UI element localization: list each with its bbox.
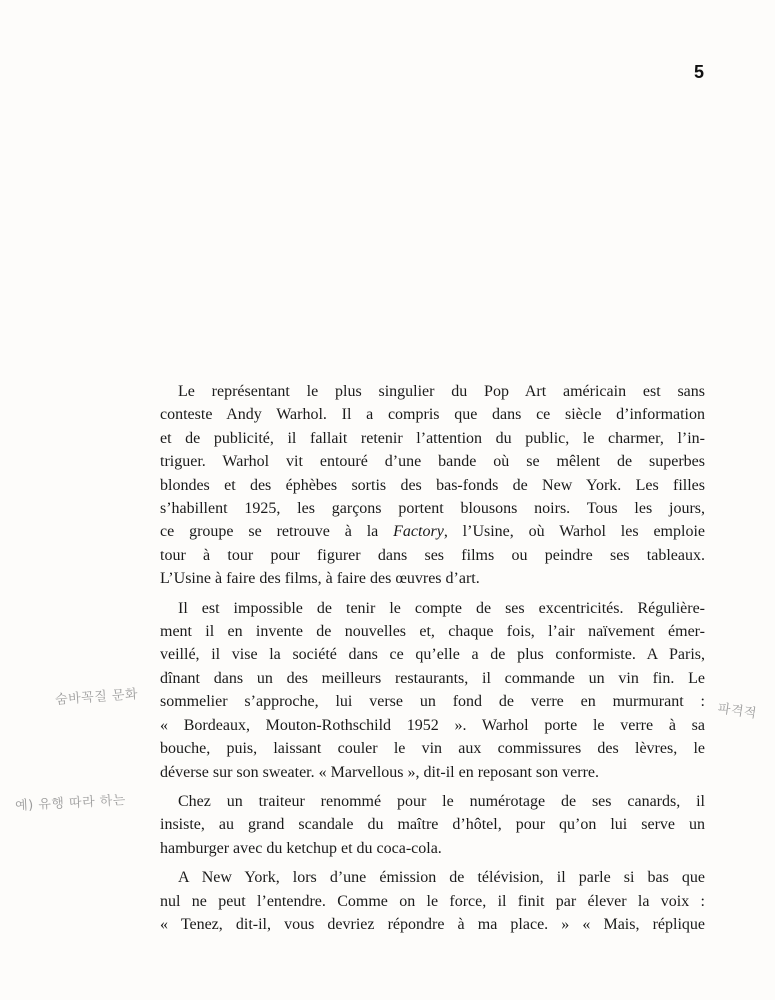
text-line: ce groupe se retrouve à la Factory, l’Usine, où Warhol les emploie [160,523,705,541]
text-line: veillé, il vise la société dans ce qu’elle a de plus conformiste. A Paris, [160,646,705,664]
text-line: « Tenez, dit-il, vous devriez répondre à ma place. » « Mais, réplique [160,915,705,933]
text-line: sommelier s’approche, lui verse un fond de verre en murmurant : [160,693,705,711]
text-line: ment il en invente de nouvelles et, chaque fois, l’air naïvement émer- [160,623,705,641]
text-line: triguer. Warhol vit entouré d’une bande où se mêlent de superbes [160,453,705,471]
text-line: déverse sur son sweater. « Marvellous », dit-il en reposant son verre. [160,763,599,781]
body-text [160,380,705,936]
handwritten-annotation-right-1: 파격적 [716,701,758,722]
page-number: 5 [694,62,705,82]
text-line: Le représentant le plus singulier du Pop Art américain est sans [178,383,705,400]
text-line: et de publicité, il fallait retenir l’attention du public, le charmer, l’in- [160,429,705,447]
text-line: dînant dans un des meilleurs restaurants, il commande un vin fin. Le [160,669,705,687]
text-line: Il est impossible de tenir le compte de ses excentricités. Régulière- [178,599,705,617]
text-line: tour à tour pour figurer dans ses films ou peindre ses tableaux. [160,546,705,564]
text-line: A New York, lors d’une émission de télévision, il parle si bas que [178,869,705,887]
text-line: nul ne peut l’entendre. Comme on le force, il finit par élever la voix : [160,892,705,910]
text-line: « Bordeaux, Mouton-Rothschild 1952 ». Warhol porte le verre à sa [160,716,705,734]
text-line: insiste, au grand scandale du maître d’hôtel, pour qu’on lui serve un [160,816,705,834]
text-line: conteste Andy Warhol. Il a compris que dans ce siècle d’information [160,406,705,424]
text-line: bouche, puis, laissant couler le vin aux commissures des lèvres, le [160,740,705,758]
handwritten-annotation-left-1: 숨바꼭질 문화 [54,687,139,708]
handwritten-annotation-left-2: 예) 유행 따라 하는 [14,793,127,814]
text-line: blondes et des éphèbes sortis des bas-fonds de New York. Les filles [160,476,705,494]
text-line: L’Usine à faire des films, à faire des œuvres d’art. [160,570,480,588]
text-line: s’habillent 1925, les garçons portent blousons noirs. Tous les jours, [160,500,705,518]
text-line: Chez un traiteur renommé pour le numérotage de ses canards, il [178,792,705,810]
text-line: hamburger avec du ketchup et du coca-cola. [160,839,442,857]
